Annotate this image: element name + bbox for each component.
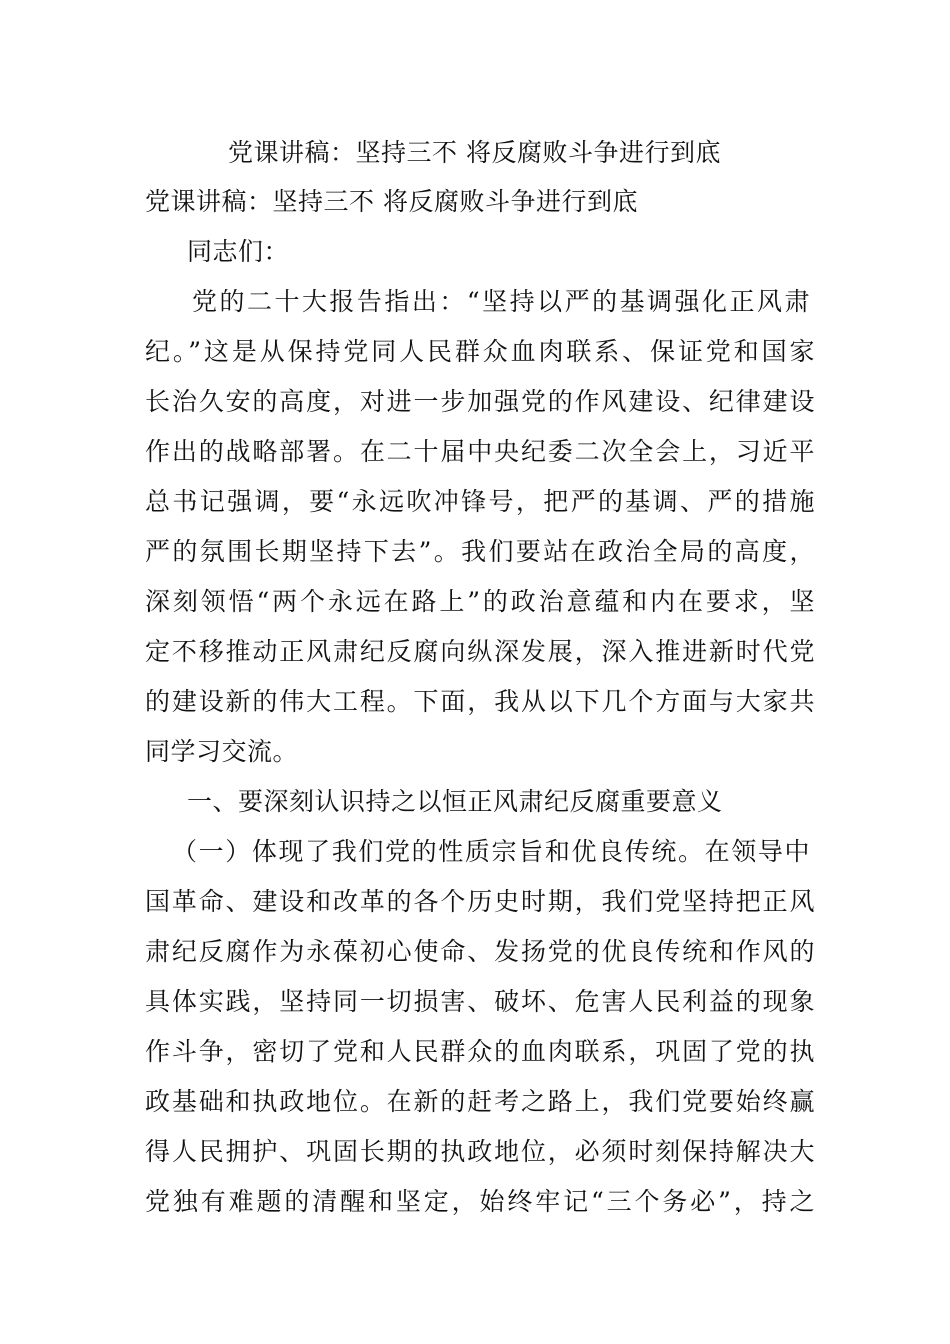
- paragraph2-line: （一）体现了我们党的性质宗旨和优良传统。在领导中: [172, 837, 810, 866]
- centered-title: 党课讲稿：坚持三不 将反腐败斗争进行到底: [228, 138, 721, 167]
- document-heading: 党课讲稿：坚持三不 将反腐败斗争进行到底: [145, 187, 638, 216]
- paragraph1-line: 同学习交流。: [145, 737, 299, 766]
- paragraph1-line: 作出的战略部署。在二十届中央纪委二次全会上，习近平: [145, 437, 815, 466]
- paragraph1-line: 长治久安的高度，对进一步加强党的作风建设、纪律建设: [145, 387, 815, 416]
- salutation: 同志们：: [187, 237, 290, 266]
- paragraph1-line: 总书记强调，要“永远吹冲锋号，把严的基调、严的措施: [145, 487, 815, 516]
- paragraph1-line: 纪。”这是从保持党同人民群众血肉联系、保证党和国家: [145, 337, 815, 366]
- paragraph1-line: 深刻领悟“两个永远在路上”的政治意蕴和内在要求，坚: [145, 587, 815, 616]
- paragraph1-line: 定不移推动正风肃纪反腐向纵深发展，深入推进新时代党: [145, 637, 815, 666]
- paragraph1-line: 党的二十大报告指出：“坚持以严的基调强化正风肃: [192, 287, 810, 316]
- paragraph2-line: 国革命、建设和改革的各个历史时期，我们党坚持把正风: [145, 887, 815, 916]
- paragraph2-line: 得人民拥护、巩固长期的执政地位，必须时刻保持解决大: [145, 1137, 815, 1166]
- paragraph2-line: 党独有难题的清醒和坚定，始终牢记“三个务必”，持之: [145, 1187, 815, 1216]
- paragraph2-line: 具体实践，坚持同一切损害、破坏、危害人民利益的现象: [145, 987, 815, 1016]
- paragraph2-line: 肃纪反腐作为永葆初心使命、发扬党的优良传统和作风的: [145, 937, 815, 966]
- paragraph1-line: 的建设新的伟大工程。下面，我从以下几个方面与大家共: [145, 687, 815, 716]
- section1-heading: 一、要深刻认识持之以恒正风肃纪反腐重要意义: [187, 787, 723, 816]
- paragraph2-line: 作斗争，密切了党和人民群众的血肉联系，巩固了党的执: [145, 1037, 815, 1066]
- paragraph1-line: 严的氛围长期坚持下去”。我们要站在政治全局的高度，: [145, 537, 815, 566]
- paragraph2-line: 政基础和执政地位。在新的赶考之路上，我们党要始终赢: [145, 1087, 815, 1116]
